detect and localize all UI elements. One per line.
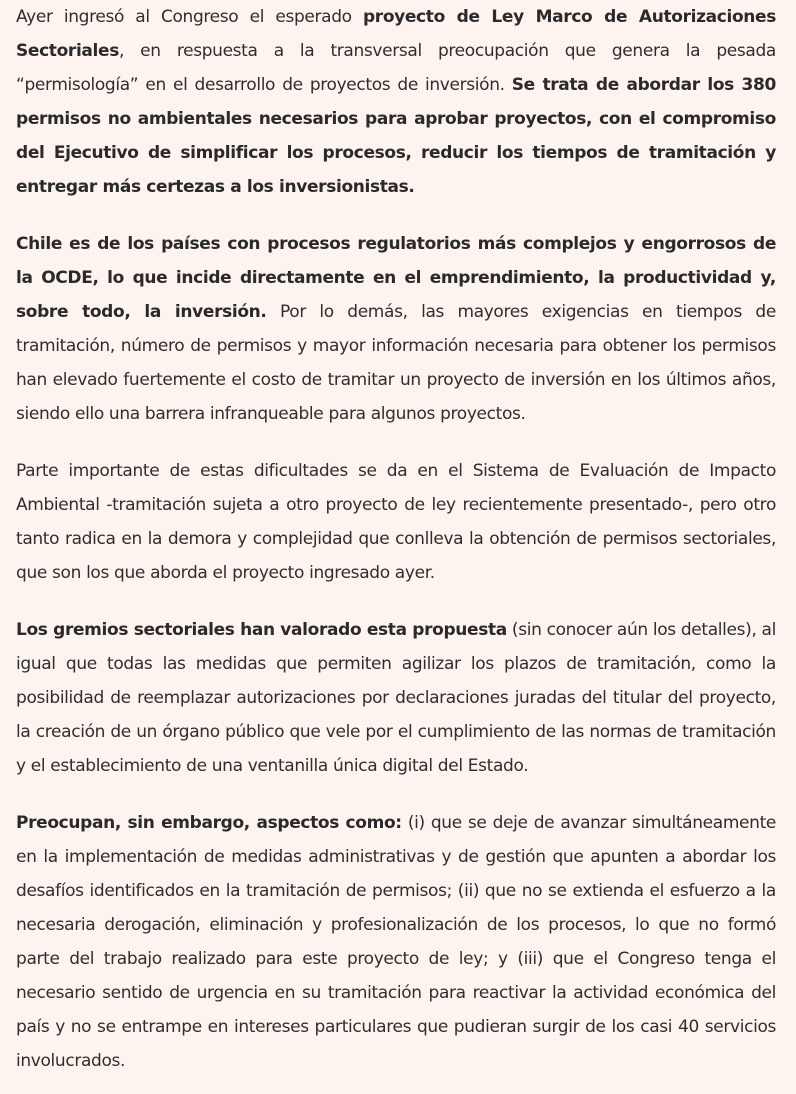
p5-bold-1: Preocupan, sin embargo, aspectos como: (16, 813, 402, 833)
p2-bold-1: Chile es de los países con procesos regulatorios más complejos y engorrosos de la OCDE, lo que incide directamente en el emprendimiento, la productividad y, sobre todo, la inversión. (16, 234, 776, 322)
p2-text-1: Por lo demás, las mayores exigencias en tiempos de tramitación, número de permisos y mayor información necesaria para obtener los permisos han elevado fuertemente el costo de tramitar un proyecto de inversión en los últimos años, siendo ello una barrera infranqueable para algunos proyectos. (16, 302, 776, 424)
p5-text-1: (i) que se deje de avanzar simultáneamente en la implementación de medidas administrativas y de gestión que apunten a abordar los desafíos identificados en la tramitación de permisos; (ii) que no se extienda el esfuerzo a la necesaria derogación, eliminación y profesionalización de los procesos, lo que no formó parte del trabajo realizado para este proyecto de ley; y (iii) que el Congreso tenga el necesario sentido de urgencia en su tramitación para reactivar la actividad económica del país y no se entrampe en intereses particulares que pudieran surgir de los casi 40 servicios involucrados. (16, 813, 777, 1071)
p3-text-1: Parte importante de estas dificultades se da en el Sistema de Evaluación de Impacto Ambiental -tramitación sujeta a otro proyecto de ley recientemente presentado-, pero otro tanto radica en la demora y complejidad que conlleva la obtención de permisos sectoriales, que son los que aborda el proyecto ingresado ayer. (16, 461, 776, 583)
p1-text-2: , en respuesta a la transversal preocupación que genera la pesada “permisología” en el desarrollo de proyectos de inversión. (16, 41, 776, 95)
p1-text-1: Ayer ingresó al Congreso el esperado (16, 7, 363, 27)
paragraph-1 (16, 0, 776, 204)
p4-bold-1: Los gremios sectoriales han valorado esta propuesta (16, 620, 507, 640)
p4-text-1: (sin conocer aún los detalles), al igual que todas las medidas que permiten agilizar los plazos de tramitación, como la posibilidad de reemplazar autorizaciones por declaraciones juradas del titular del proyecto, la creación de un órgano público que vele por el cumplimiento de las normas de tramitación y el establecimiento de una ventanilla única digital del Estado. (16, 620, 776, 776)
paragraph-4 (16, 613, 776, 783)
paragraph-2 (16, 227, 776, 431)
p1-bold-2: Se trata de abordar los 380 permisos no ambientales necesarios para aprobar proyectos, con el compromiso del Ejecutivo de simplificar los procesos, reducir los tiempos de tramitación y entregar más certezas a los inversionistas. (16, 75, 776, 197)
paragraph-5 (16, 806, 776, 1078)
paragraph-3 (16, 454, 776, 590)
p1-bold-1: proyecto de Ley Marco de Autorizaciones Sectoriales (16, 7, 776, 61)
